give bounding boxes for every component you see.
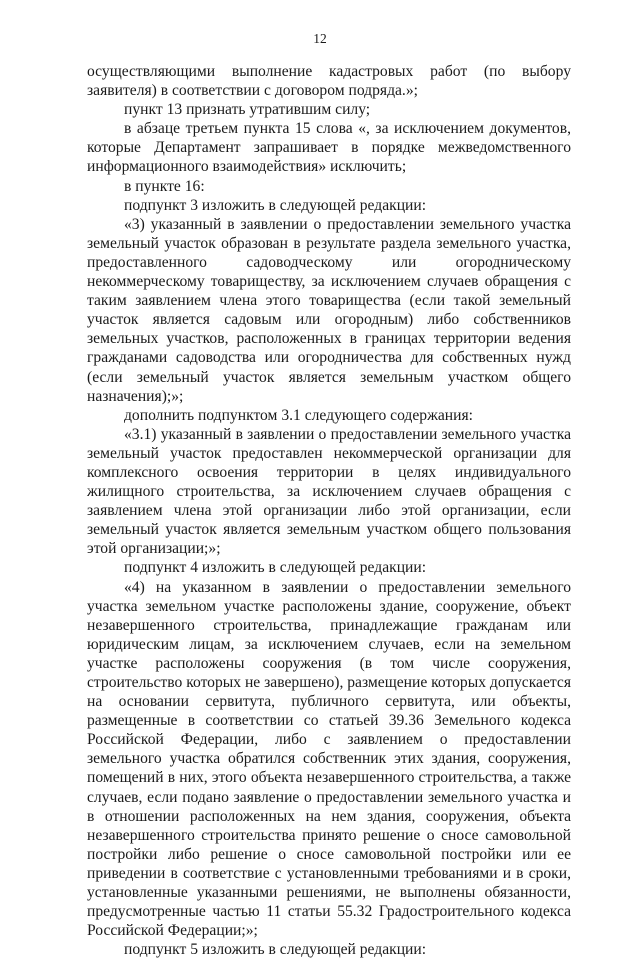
paragraph-clause-13: пункт 13 признать утратившим силу; [124,101,371,119]
paragraph-subclause-3-1-intro: дополнить подпунктом 3.1 следующего содержания: [124,406,473,424]
paragraph-subclause-4-text: «4) на указанном в заявлении о предоставлении земельного участка земельном участке расположены здание, сооружение, объект незавершенного строительства, принадлежащие гражданам или юридическим лицам, за исключением случаев, если на земельном участке расположены сооружения (в том числе сооружения, строительство которых не завершено), размещение которых допускается на основании сервитута, публичного сервитута, или объекты, размещенные в соответствии со статьей 39.36 Земельного кодекса Российской Федерации, либо с заявлением о предоставлении земельного участка обратился собственник этих здания, сооружения, помещений в них, этого объекта незавершенного строительства, а также случаев, если подано заявление о предоставлении земельного участка и в отношении расположенных на нем здания, сооружения, объекта незавершенного строительства принято решение о сносе самовольной постройки либо решение о сносе самовольной постройки или ее приведении в соответствие с установленными требованиями и в сроки, установленные указанными решениями, не выполнены обязанности, предусмотренные частью 11 статьи 55.32 Градостроительного кодекса Российской Федерации;»; [87,578,571,940]
paragraph-subclause-4-intro: подпункт 4 изложить в следующей редакции: [124,559,427,577]
paragraph-subclause-3-intro: подпункт 3 изложить в следующей редакции: [124,196,427,214]
paragraph-subclause-3-text: «3) указанный в заявлении о предоставлении земельного участка земельный участок образован в результате раздела земельного участка, предоставленного садоводческому или огородническому некоммерческому товариществу, за исключением случаев обращения с таким заявлением члена этого товарищества (если такой земельный участок является садовым или огородным) либо собственников земельных участков, расположенных в границах территории ведения гражданами садоводства или огородничества для собственных нужд (если земельный участок является земельным участком общего назначения);»; [87,215,571,405]
paragraph-subclause-3-1-text: «3.1) указанный в заявлении о предоставлении земельного участка земельный участок предоставлен некоммерческой организации для комплексного освоения территории в целях индивидуального жилищного строительства, за исключением случаев обращения с заявлением члена этой организации либо этой организации, если земельный участок является земельным участком общего пользования этой организации;»; [87,425,571,558]
paragraph-subclause-5-intro: подпункт 5 изложить в следующей редакции: [124,941,427,959]
paragraph-continuation: осуществляющими выполнение кадастровых работ (по выбору заявителя) в соответствии с договором подряда.»; [87,63,571,100]
paragraph-clause-16-heading: в пункте 16: [124,177,205,195]
page-number: 12 [313,31,327,46]
paragraph-clause-15: в абзаце третьем пункта 15 слова «, за исключением документов, которые Департамент запрашивает в порядке межведомственного информационного взаимодействия» исключить; [87,120,571,176]
document-body [87,62,571,959]
